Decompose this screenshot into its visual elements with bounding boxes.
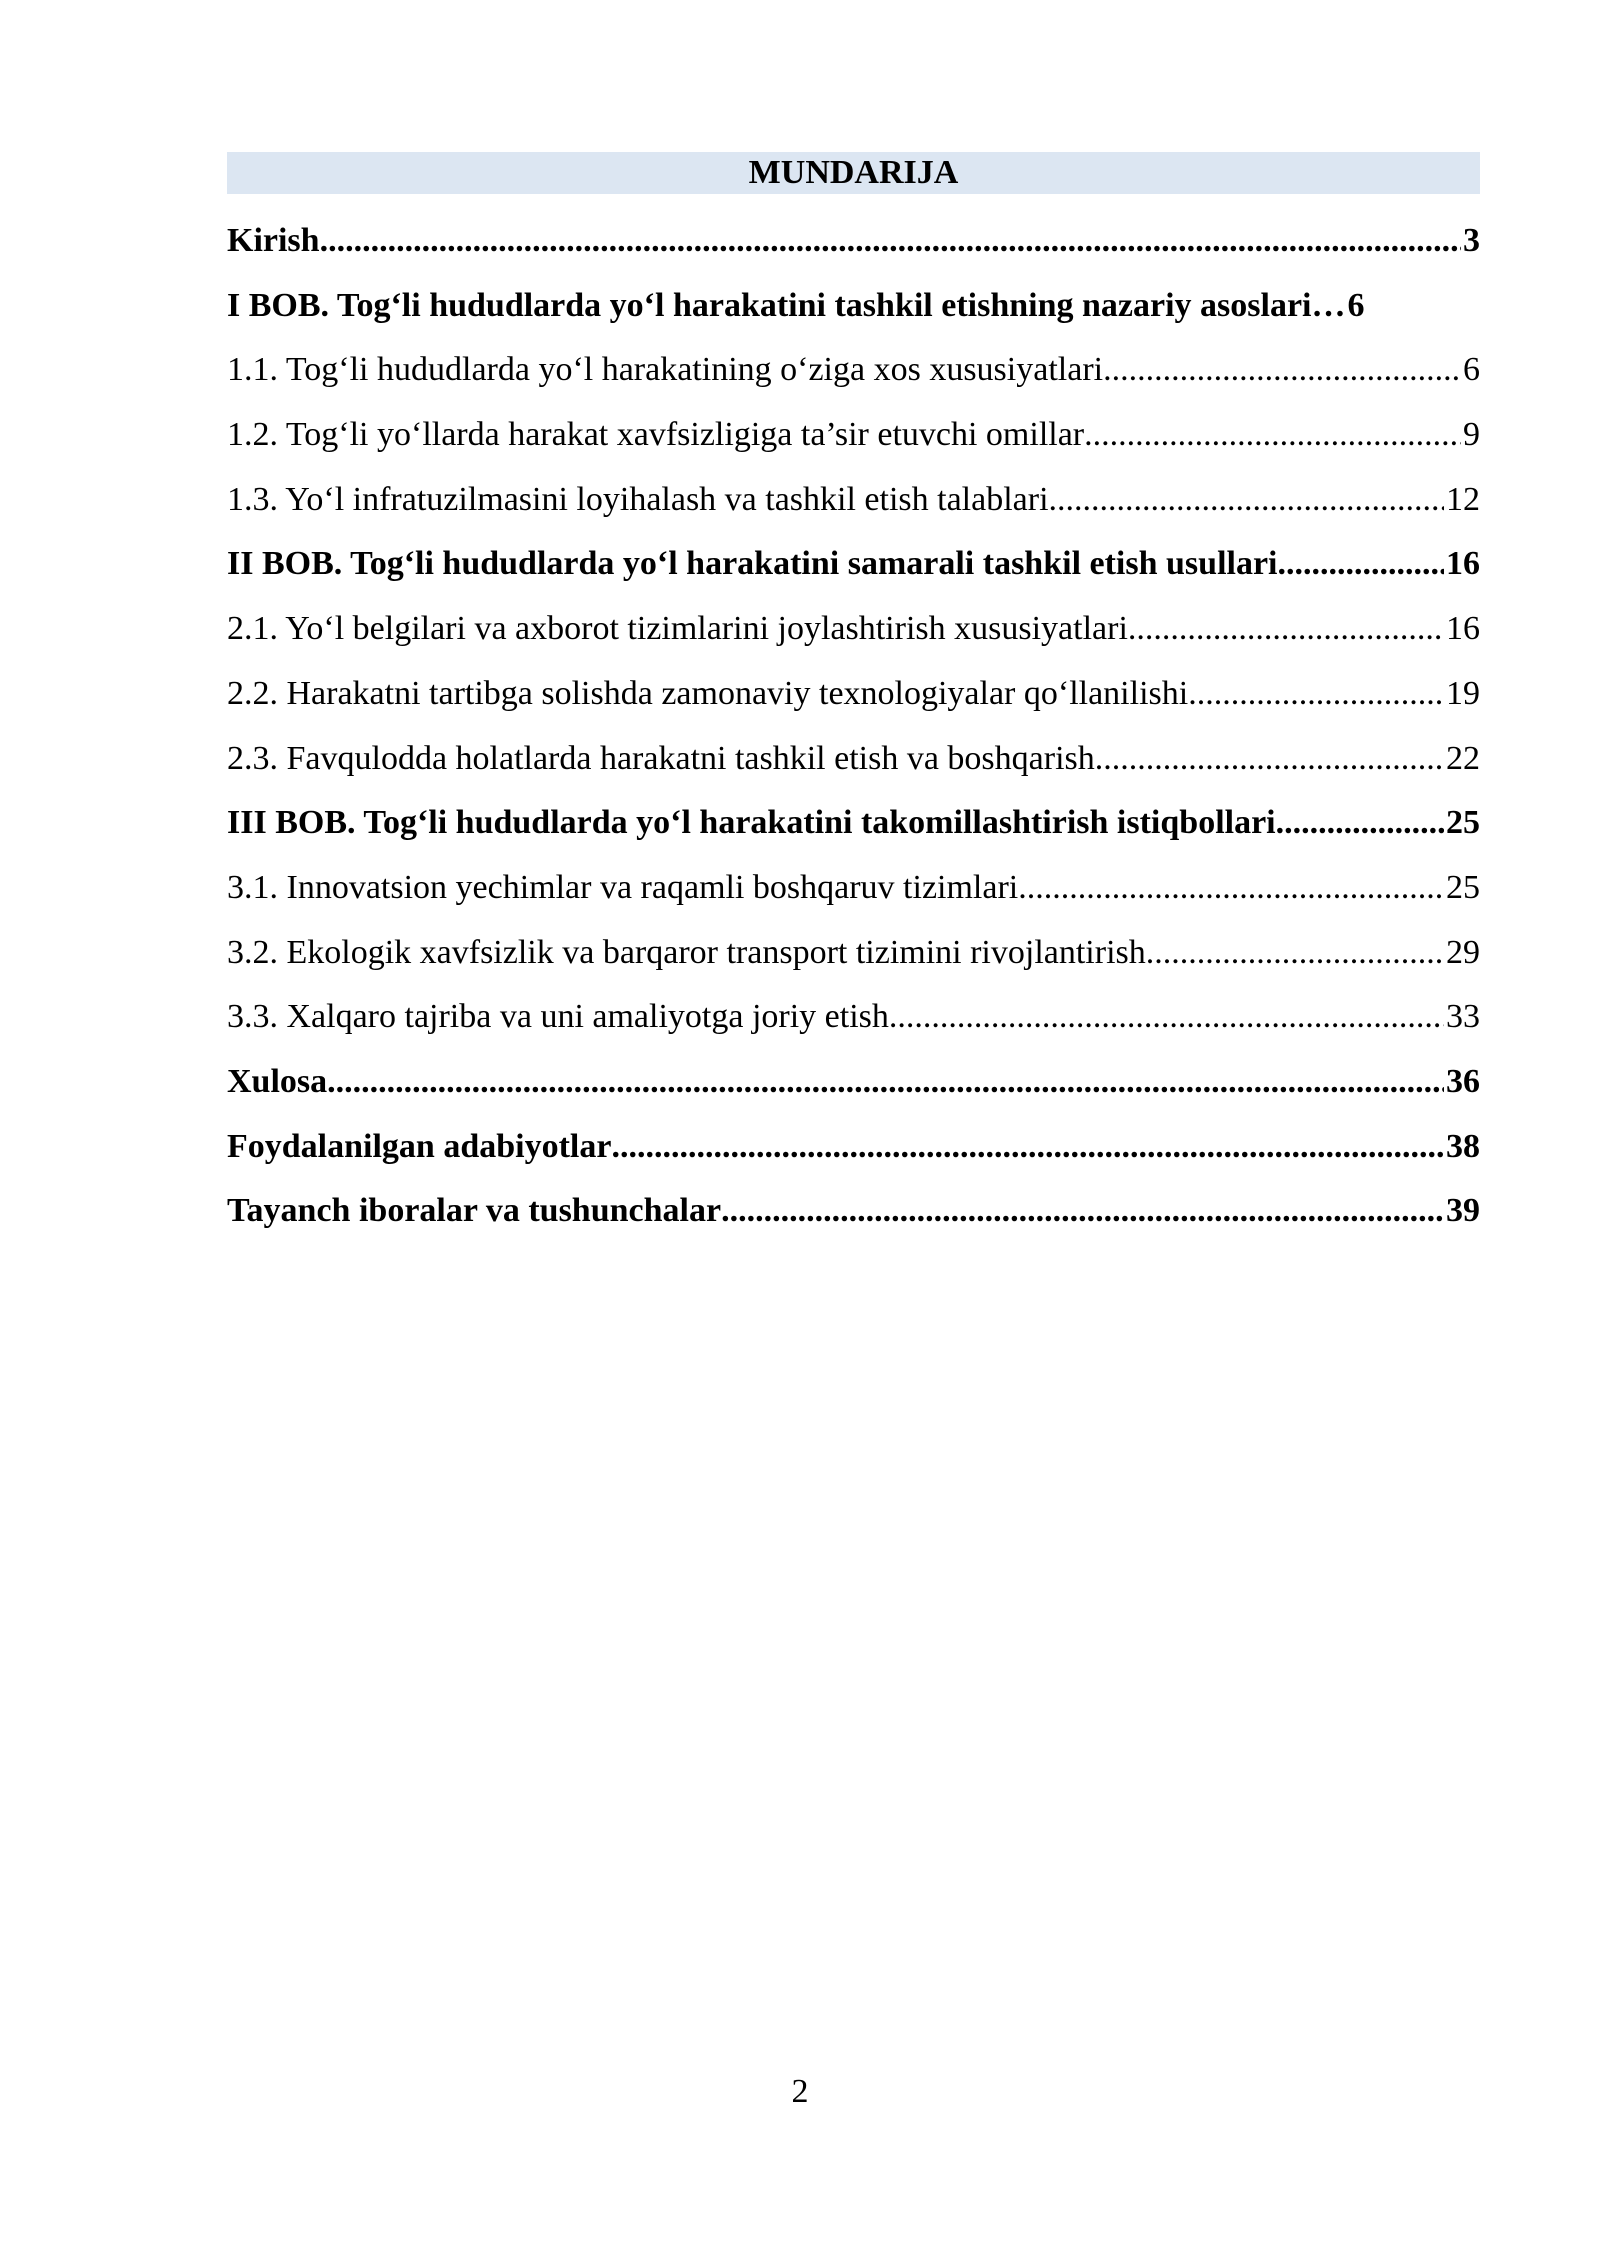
toc-entry-page: 19 [1446,674,1480,712]
dot-leader [1146,921,1444,986]
toc-entry-label: II BOB. Tog‘li hududlarda yo‘l harakatini samarali tashkil etish usullari [227,545,1278,583]
toc-entry-label: 1.3. Yo‘l infratuzilmasini loyihalash va tashkil etish talablari [227,480,1049,518]
toc-entry-section-3-2[interactable] [227,921,1480,986]
toc-entry-page: 36 [1446,1062,1480,1100]
toc-entry-label: 2.1. Yo‘l belgilari va axborot tizimlarini joylashtirish xususiyatlari [227,610,1128,648]
toc-entry-label: 1.2. Tog‘li yo‘llarda harakat xavfsizligiga ta’sir etuvchi omillar [227,416,1085,454]
dot-leader [1084,403,1461,468]
dot-leader [611,1115,1444,1180]
toc-entry-label: 2.2. Harakatni tartibga solishda zamonaviy texnologiyalar qo‘llanilishi [227,674,1189,712]
toc-entry-page: 9 [1463,416,1480,454]
toc-entry-section-2-3[interactable] [227,727,1480,792]
dot-leader [1095,727,1444,792]
toc-entry-page: 6 [1463,351,1480,389]
toc-entry-label: 3.1. Innovatsion yechimlar va raqamli boshqaruv tizimlari [227,868,1019,906]
dot-leader [721,1179,1444,1244]
toc-entry-page: 6 [1347,286,1365,324]
toc-entry-page: 39 [1446,1192,1480,1230]
toc-entry-label: Kirish [227,222,320,259]
toc-entry-label: 3.2. Ekologik xavfsizlik va barqaror transport tizimini rivojlantirish [227,933,1146,971]
toc-entry-page: 16 [1446,610,1480,648]
dot-leader [320,209,1461,274]
dot-leader [1188,662,1444,727]
dot-leader [327,1050,1444,1115]
dot-leader [1103,338,1461,403]
toc-entry-section-2-2[interactable] [227,662,1480,727]
toc-entry-page: 33 [1446,998,1480,1036]
toc-entry-section-1-3[interactable] [227,468,1480,533]
toc-entry-section-1-1[interactable] [227,338,1480,403]
toc-entry-glossary[interactable] [227,1179,1480,1244]
toc-entry-page: 3 [1463,222,1480,259]
dot-leader [1128,597,1444,662]
toc-entry-section-1-2[interactable] [227,403,1480,468]
dot-leader [1049,468,1444,533]
toc-entry-label: III BOB. Tog‘li hududlarda yo‘l harakatini takomillashtirish istiqbollari [227,804,1276,842]
toc-entry-chapter-3[interactable] [227,791,1480,856]
toc-entry-page: 29 [1446,933,1480,971]
toc-entry-label: 2.3. Favqulodda holatlarda harakatni tashkil etish va boshqarish [227,739,1095,777]
toc-entry-label: 1.1. Tog‘li hududlarda yo‘l harakatining o‘ziga xos xususiyatlari [227,351,1104,389]
toc-entry-label: 3.3. Xalqaro tajriba va uni amaliyotga joriy etish [227,998,889,1036]
toc-entry-label: Xulosa [227,1062,328,1100]
toc-entry-page: 38 [1446,1127,1480,1165]
toc-entry-xulosa[interactable] [227,1050,1480,1115]
dot-leader [889,985,1444,1050]
toc-entry-page: 25 [1446,868,1480,906]
toc-title: MUNDARIJA [227,152,1480,194]
toc-entry-chapter-1[interactable] [227,274,1480,339]
page-number: 2 [791,2073,809,2110]
toc-entry-page: 12 [1446,480,1480,518]
toc-entry-section-2-1[interactable] [227,597,1480,662]
toc-entry-page: 25 [1446,804,1480,842]
toc-entry-section-3-1[interactable] [227,856,1480,921]
toc-entry-label: I BOB. Tog‘li hududlarda yo‘l harakatini tashkil etishning nazariy asoslari… [227,286,1346,324]
dot-leader [1018,856,1444,921]
dot-leader [1278,532,1445,597]
table-of-contents [227,209,1480,1244]
dot-leader [1276,791,1444,856]
toc-entry-label: Foydalanilgan adabiyotlar [227,1127,612,1165]
toc-entry-label: Tayanch iboralar va tushunchalar [227,1192,722,1230]
toc-entry-section-3-3[interactable] [227,985,1480,1050]
toc-entry-references[interactable] [227,1115,1480,1180]
toc-entry-chapter-2[interactable] [227,532,1480,597]
toc-entry-page: 16 [1446,545,1480,583]
toc-entry-page: 22 [1446,739,1480,777]
toc-entry-kirish[interactable] [227,209,1480,274]
